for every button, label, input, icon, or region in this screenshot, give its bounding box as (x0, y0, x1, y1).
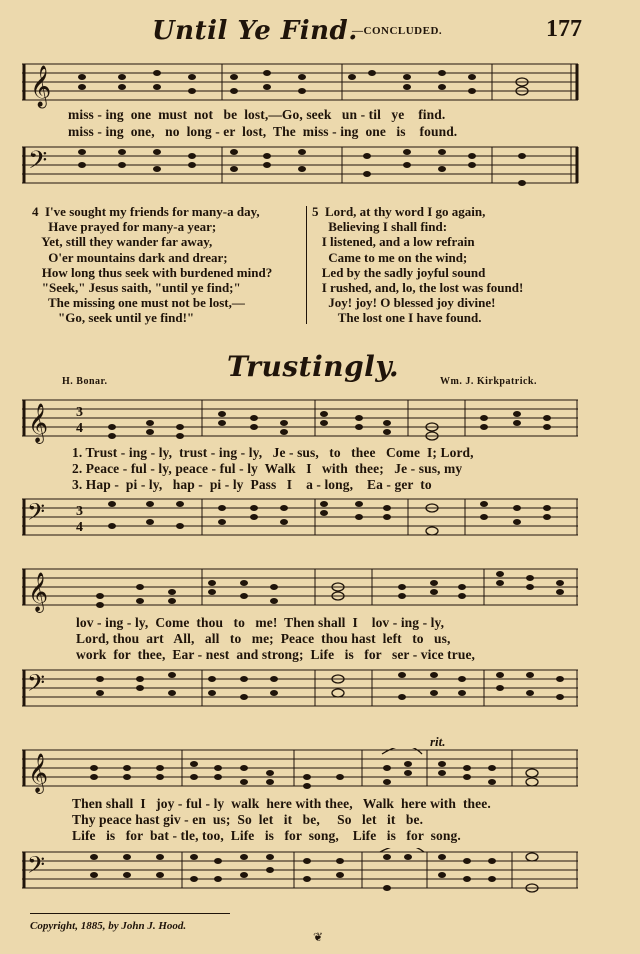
verse-line: Have prayed for many-a year; (32, 219, 217, 235)
music-staff-system2-bass (22, 668, 582, 716)
ornament-icon: ❦ (313, 930, 324, 944)
verse-line: "Go, seek until ye find!" (32, 310, 195, 326)
verse-line: 5 Lord, at thy word I go again, (312, 204, 486, 219)
svg-text:𝄞: 𝄞 (28, 574, 49, 611)
lyric-line: 3. Hap - pi - ly, hap - pi - ly Pass I a - long, Ea - ger to (72, 477, 432, 492)
verse-line: 4 I've sought my friends for many-a day, (32, 204, 260, 219)
verse-5 (312, 204, 523, 326)
verse-4 (32, 204, 272, 326)
verse-line: Joy! joy! O blessed joy divine! (312, 295, 496, 311)
lyric-line: Life is for bat - tle, too, Life is for song, Life is for song. (72, 828, 461, 843)
lyric-line: work for thee, Ear - nest and strong; Life is for ser - vice true, (76, 647, 476, 662)
verse-line: Yet, still they wander far away, (32, 234, 213, 250)
svg-text:𝄢: 𝄢 (28, 147, 48, 180)
verse-line: The lost one I have found. (312, 310, 482, 326)
copyright-notice: Copyright, 1885, by John J. Hood. (30, 920, 187, 932)
verse-line: Came to me on the wind; (312, 249, 468, 265)
lyric-line: miss - ing one, no long - er lost, The miss - ing one is found. (68, 124, 458, 139)
lyric-line: 2. Peace - ful - ly, peace - ful - ly Walk I with thee; Je - sus, my (72, 461, 463, 476)
verse-line: Believing I shall find: (312, 219, 448, 235)
music-staff-system2-treble (22, 567, 582, 615)
lyric-line: Lord, thou art All, all to me; Peace thou hast left to us, (76, 631, 451, 646)
verse-line: O'er mountains dark and drear; (32, 249, 228, 265)
lyric-line: lov - ing - ly, Come thou to me! Then shall I lov - ing - ly, (76, 615, 445, 630)
svg-text:3: 3 (76, 504, 83, 519)
music-staff-system3-bass (22, 848, 582, 900)
svg-text:4: 4 (76, 520, 83, 535)
svg-text:3: 3 (76, 405, 83, 420)
verse-line: I rushed, and, lo, the lost was found! (312, 280, 524, 296)
svg-text:4: 4 (76, 421, 83, 436)
hymn-title-trustingly: Trustingly. (227, 350, 400, 383)
svg-text:𝄞: 𝄞 (28, 755, 49, 792)
verse-line: I listened, and a low refrain (312, 234, 475, 250)
page-number: 177 (546, 16, 582, 42)
music-staff-system1-treble (22, 398, 582, 446)
svg-text:𝄞: 𝄞 (30, 66, 52, 106)
hymn-title-until-ye-find: Until Ye Find. (152, 16, 358, 46)
ritardando-mark: rit. (430, 734, 446, 749)
lyricist-credit: H. Bonar. (62, 376, 108, 387)
hymn-subtitle-concluded: —CONCLUDED. (352, 25, 443, 37)
lyric-line: Then shall I joy - ful - ly walk here with thee, Walk here with thee. (72, 796, 491, 811)
lyric-line: 1. Trust - ing - ly, trust - ing - ly, Je - sus, to thee Come I; Lord, (72, 445, 474, 460)
music-staff-system1-bass (22, 497, 582, 545)
music-staff-system3-treble (22, 748, 582, 796)
lyric-line: Thy peace hast giv - en us; So let it be, So let it be. (72, 812, 424, 827)
composer-credit: Wm. J. Kirkpatrick. (440, 376, 537, 387)
verse-line: "Seek," Jesus saith, "until ye find;" (32, 280, 241, 296)
svg-text:𝄞: 𝄞 (28, 405, 49, 442)
music-staff-song1-bass (22, 143, 582, 195)
verse-line: The missing one must not be lost,— (32, 295, 245, 311)
verse-divider (306, 206, 307, 324)
svg-text:𝄢: 𝄢 (27, 853, 46, 884)
music-staff-song1-treble (22, 60, 582, 112)
footer-rule (30, 913, 230, 914)
verse-line: How long thus seek with burdened mind? (32, 264, 273, 280)
svg-text:𝄢: 𝄢 (27, 500, 46, 531)
svg-text:𝄢: 𝄢 (27, 671, 46, 702)
verse-line: Led by the sadly joyful sound (312, 264, 486, 280)
lyric-line: miss - ing one must not be lost,—Go, seek un - til ye find. (68, 107, 446, 122)
